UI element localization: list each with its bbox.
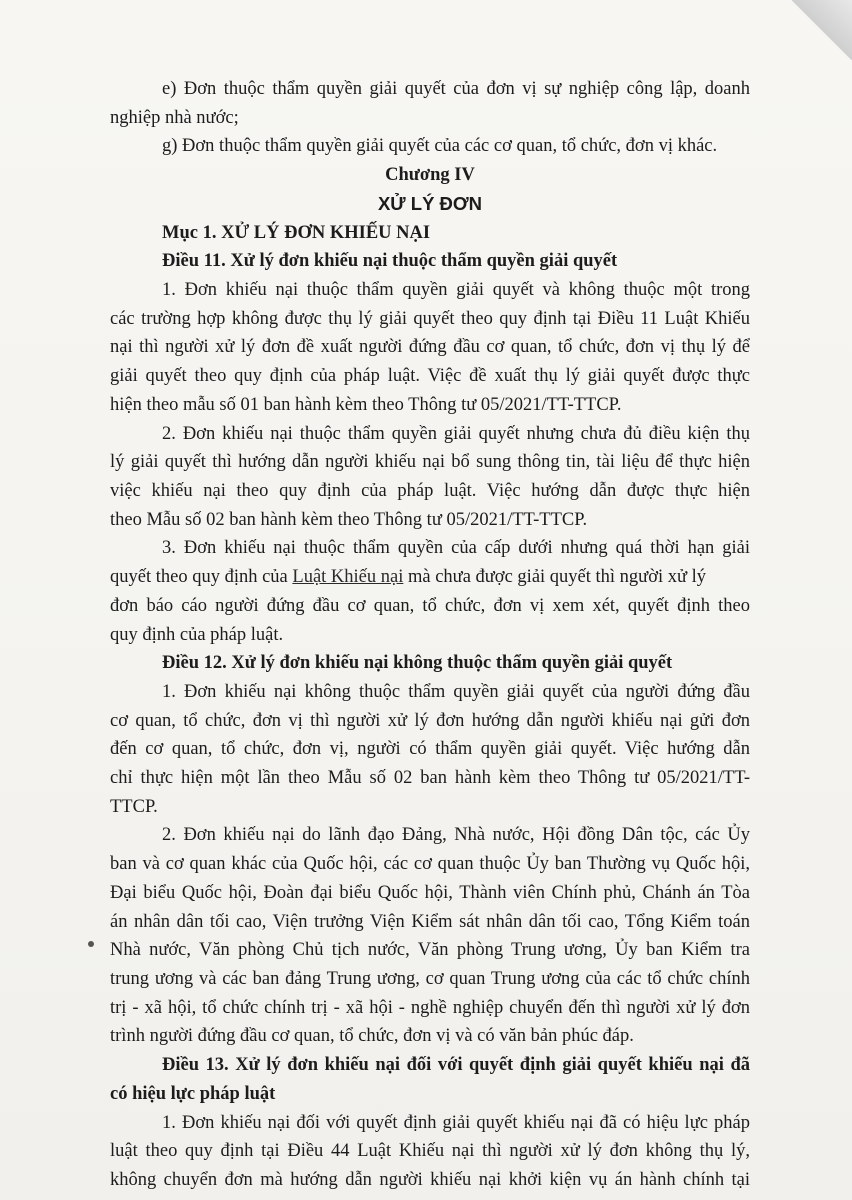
text-line: đơn báo cáo người đứng đầu cơ quan, tổ chức, đơn vị xem xét, quyết định theo — [110, 595, 750, 616]
text-line: 1. Đơn khiếu nại đối với quyết định giải quyết khiếu nại đã có hiệu lực pháp — [162, 1112, 750, 1133]
text-line: đến cơ quan, tổ chức, đơn vị, người có thẩm quyền giải quyết. Việc hướng dẫn — [110, 739, 750, 760]
text-line: 1. Đơn khiếu nại thuộc thẩm quyền giải quyết và không thuộc một trong — [162, 279, 750, 300]
text-line: Nhà nước, Văn phòng Chủ tịch nước, Văn phòng Trung ương, Ủy ban Kiểm tra — [110, 940, 750, 961]
ink-dot — [88, 941, 94, 947]
text-line: giải quyết theo quy định của pháp luật. Việc đề xuất thụ lý giải quyết được thực — [110, 366, 750, 387]
page-corner-fold — [792, 0, 852, 60]
text-line: hiện theo mẫu số 01 ban hành kèm theo Thông tư 05/2021/TT-TTCP. — [110, 394, 622, 415]
law-link[interactable]: Luật Khiếu nại — [292, 567, 404, 588]
text-line: lý giải quyết thì hướng dẫn người khiếu nại bổ sung thông tin, tài liệu để thực hiện — [110, 452, 750, 473]
text-line: 2. Đơn khiếu nại thuộc thẩm quyền giải quyết nhưng chưa đủ điều kiện thụ — [162, 423, 750, 444]
text-line: 2. Đơn khiếu nại do lãnh đạo Đảng, Nhà nước, Hội đồng Dân tộc, các Ủy — [162, 825, 750, 846]
text-line: nại thì người xử lý đơn đề xuất người đứng đầu cơ quan, tổ chức, đơn vị thụ lý để — [110, 337, 750, 358]
text-line: trình người đứng đầu cơ quan, tổ chức, đơn vị và có văn bản phúc đáp. — [110, 1026, 634, 1047]
text-line: cơ quan, tổ chức, đơn vị thì người xử lý đơn hướng dẫn người khiếu nại gửi đơn — [110, 710, 750, 731]
text-line: án nhân dân tối cao, Viện trưởng Viện Kiểm sát nhân dân tối cao, Tổng Kiểm toán — [110, 911, 750, 932]
text-line: trung ương và các ban đảng Trung ương, cơ quan Trung ương của các tổ chức chính — [110, 969, 750, 990]
text-line: TTCP. — [110, 796, 158, 817]
text-line: việc khiếu nại theo quy định của pháp luật. Việc hướng dẫn được thực hiện — [110, 480, 750, 501]
text-line — [110, 565, 750, 589]
text-line: luật theo quy định tại Điều 44 Luật Khiếu nại thì người xử lý đơn không thụ lý, — [110, 1141, 750, 1162]
text-line: Đại biểu Quốc hội, Đoàn đại biểu Quốc hội, Thành viên Chính phủ, Chánh án Tòa — [110, 882, 750, 903]
text-fragment: quyết theo quy định của — [110, 567, 288, 588]
text-line: trị - xã hội, tổ chức chính trị - xã hội - nghề nghiệp chuyển đến thì người xử lý đơn — [110, 997, 750, 1018]
text-line: quy định của pháp luật. — [110, 624, 284, 645]
text-line: nghiệp nhà nước; — [110, 107, 239, 128]
article-heading-cont: có hiệu lực pháp luật — [110, 1083, 276, 1104]
text-line: e) Đơn thuộc thẩm quyền giải quyết của đơn vị sự nghiệp công lập, doanh — [162, 79, 750, 99]
text-line: 1. Đơn khiếu nại không thuộc thẩm quyền giải quyết của người đứng đầu — [162, 681, 750, 702]
chapter-title: XỬ LÝ ĐƠN — [377, 192, 483, 214]
text-line: không chuyển đơn mà hướng dẫn người khiếu nại khởi kiện vụ án hành chính tại — [110, 1170, 750, 1190]
chapter-number: Chương IV — [385, 165, 475, 186]
article-heading: Điều 12. Xử lý đơn khiếu nại không thuộc thẩm quyền giải quyết — [162, 653, 673, 674]
article-heading: Điều 11. Xử lý đơn khiếu nại thuộc thẩm quyền giải quyết — [162, 251, 618, 272]
section-heading: Mục 1. XỬ LÝ ĐƠN KHIẾU NẠI — [162, 222, 431, 243]
text-line: theo Mẫu số 02 ban hành kèm theo Thông tư 05/2021/TT-TTCP. — [110, 509, 588, 530]
article-heading: Điều 13. Xử lý đơn khiếu nại đối với quyết định giải quyết khiếu nại đã — [162, 1055, 750, 1076]
text-line: g) Đơn thuộc thẩm quyền giải quyết của các cơ quan, tổ chức, đơn vị khác. — [162, 136, 718, 157]
text-line: 3. Đơn khiếu nại thuộc thẩm quyền của cấp dưới nhưng quá thời hạn giải — [162, 538, 750, 559]
text-line: các trường hợp không được thụ lý giải quyết theo quy định tại Điều 11 Luật Khiếu — [110, 308, 750, 329]
text-line: chỉ thực hiện một lần theo Mẫu số 02 ban hành kèm theo Thông tư 05/2021/TT- — [110, 768, 750, 789]
text-fragment: mà chưa được giải quyết thì người xử lý — [407, 567, 707, 588]
text-line: ban và cơ quan khác của Quốc hội, các cơ quan thuộc Ủy ban Thường vụ Quốc hội, — [110, 854, 750, 875]
